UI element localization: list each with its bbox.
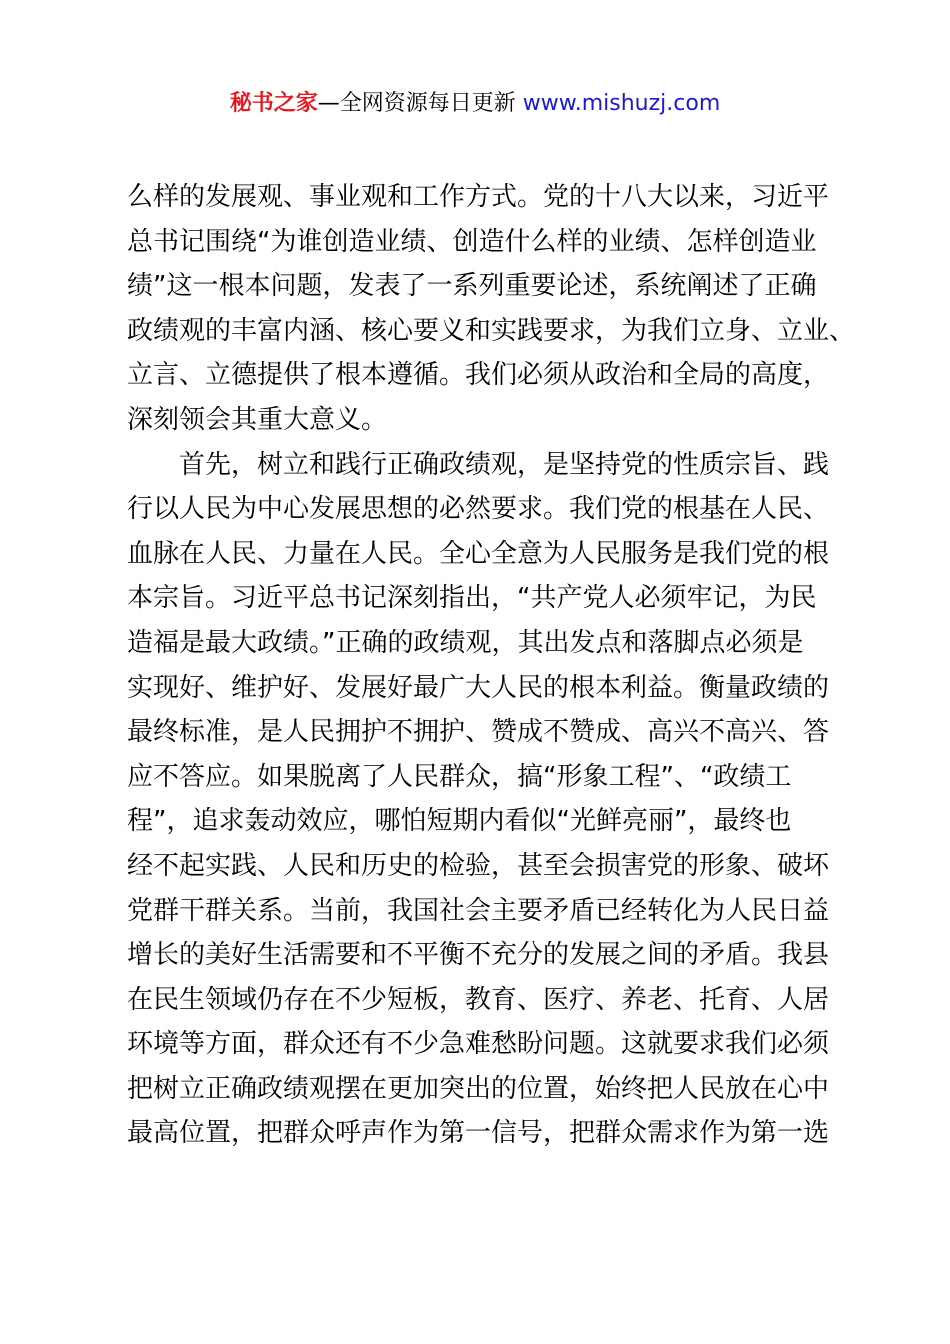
text-line: 增长的美好生活需要和不平衡不充分的发展之间的矛盾。我县: [127, 940, 830, 971]
text-line: 最高位置，把群众呼声作为第一信号，把群众需求作为第一选: [127, 1118, 830, 1149]
text-line: 在民生领域仍存在不少短板，教育、医疗、养老、托育、人居: [127, 984, 830, 1015]
text-line: 把树立正确政绩观摆在更加突出的位置，始终把人民放在心中: [127, 1073, 830, 1104]
text-line: 行以人民为中心发展思想的必然要求。我们党的根基在人民、: [127, 494, 830, 525]
text-line: 立言、立德提供了根本遵循。我们必须从政治和全局的高度，: [127, 360, 830, 391]
text-line: 经不起实践、人民和历史的检验，甚至会损害党的形象、破坏: [127, 850, 830, 881]
text-line: 实现好、维护好、发展好最广大人民的根本利益。衡量政绩的: [127, 672, 830, 703]
text-line: 本宗旨。习近平总书记深刻指出，“共产党人必须牢记，为民: [127, 583, 817, 614]
text-line: 党群干群关系。当前，我国社会主要矛盾已经转化为人民日益: [127, 895, 830, 926]
site-url-link[interactable]: www.mishuzj.com: [522, 91, 721, 116]
text-line: 深刻领会其重大意义。: [127, 404, 388, 435]
text-line: 血脉在人民、力量在人民。全心全意为人民服务是我们党的根: [127, 538, 830, 569]
document-body: [127, 175, 856, 1156]
text-line: 程”，追求轰动效应，哪怕短期内看似“光鲜亮丽”，最终也: [127, 806, 792, 837]
text-line: 环境等方面，群众还有不少急难愁盼问题。这就要求我们必须: [127, 1029, 830, 1060]
text-line: 最终标准，是人民拥护不拥护、赞成不赞成、高兴不高兴、答: [127, 717, 830, 748]
text-line: 绩”这一根本问题，发表了一系列重要论述，系统阐述了正确: [127, 271, 817, 302]
page-header: [0, 88, 950, 120]
text-line: 么样的发展观、事业观和工作方式。党的十八大以来，习近平: [127, 182, 830, 212]
text-line: 总书记围绕“为谁创造业绩、创造什么样的业绩、怎样创造业: [127, 226, 817, 257]
text-line: 政绩观的丰富内涵、核心要义和实践要求，为我们立身、立业、: [127, 315, 856, 346]
brand-name: 秘书之家: [229, 91, 318, 116]
text-line: 应不答应。如果脱离了人民群众，搞“形象工程”、“政绩工: [127, 761, 792, 792]
paragraph-first-line: 首先，树立和践行正确政绩观，是坚持党的性质宗旨、践: [179, 449, 830, 480]
text-line: 造福是最大政绩。”正确的政绩观，其出发点和落脚点必须是: [127, 627, 804, 658]
header-tagline: —全网资源每日更新: [317, 91, 523, 116]
